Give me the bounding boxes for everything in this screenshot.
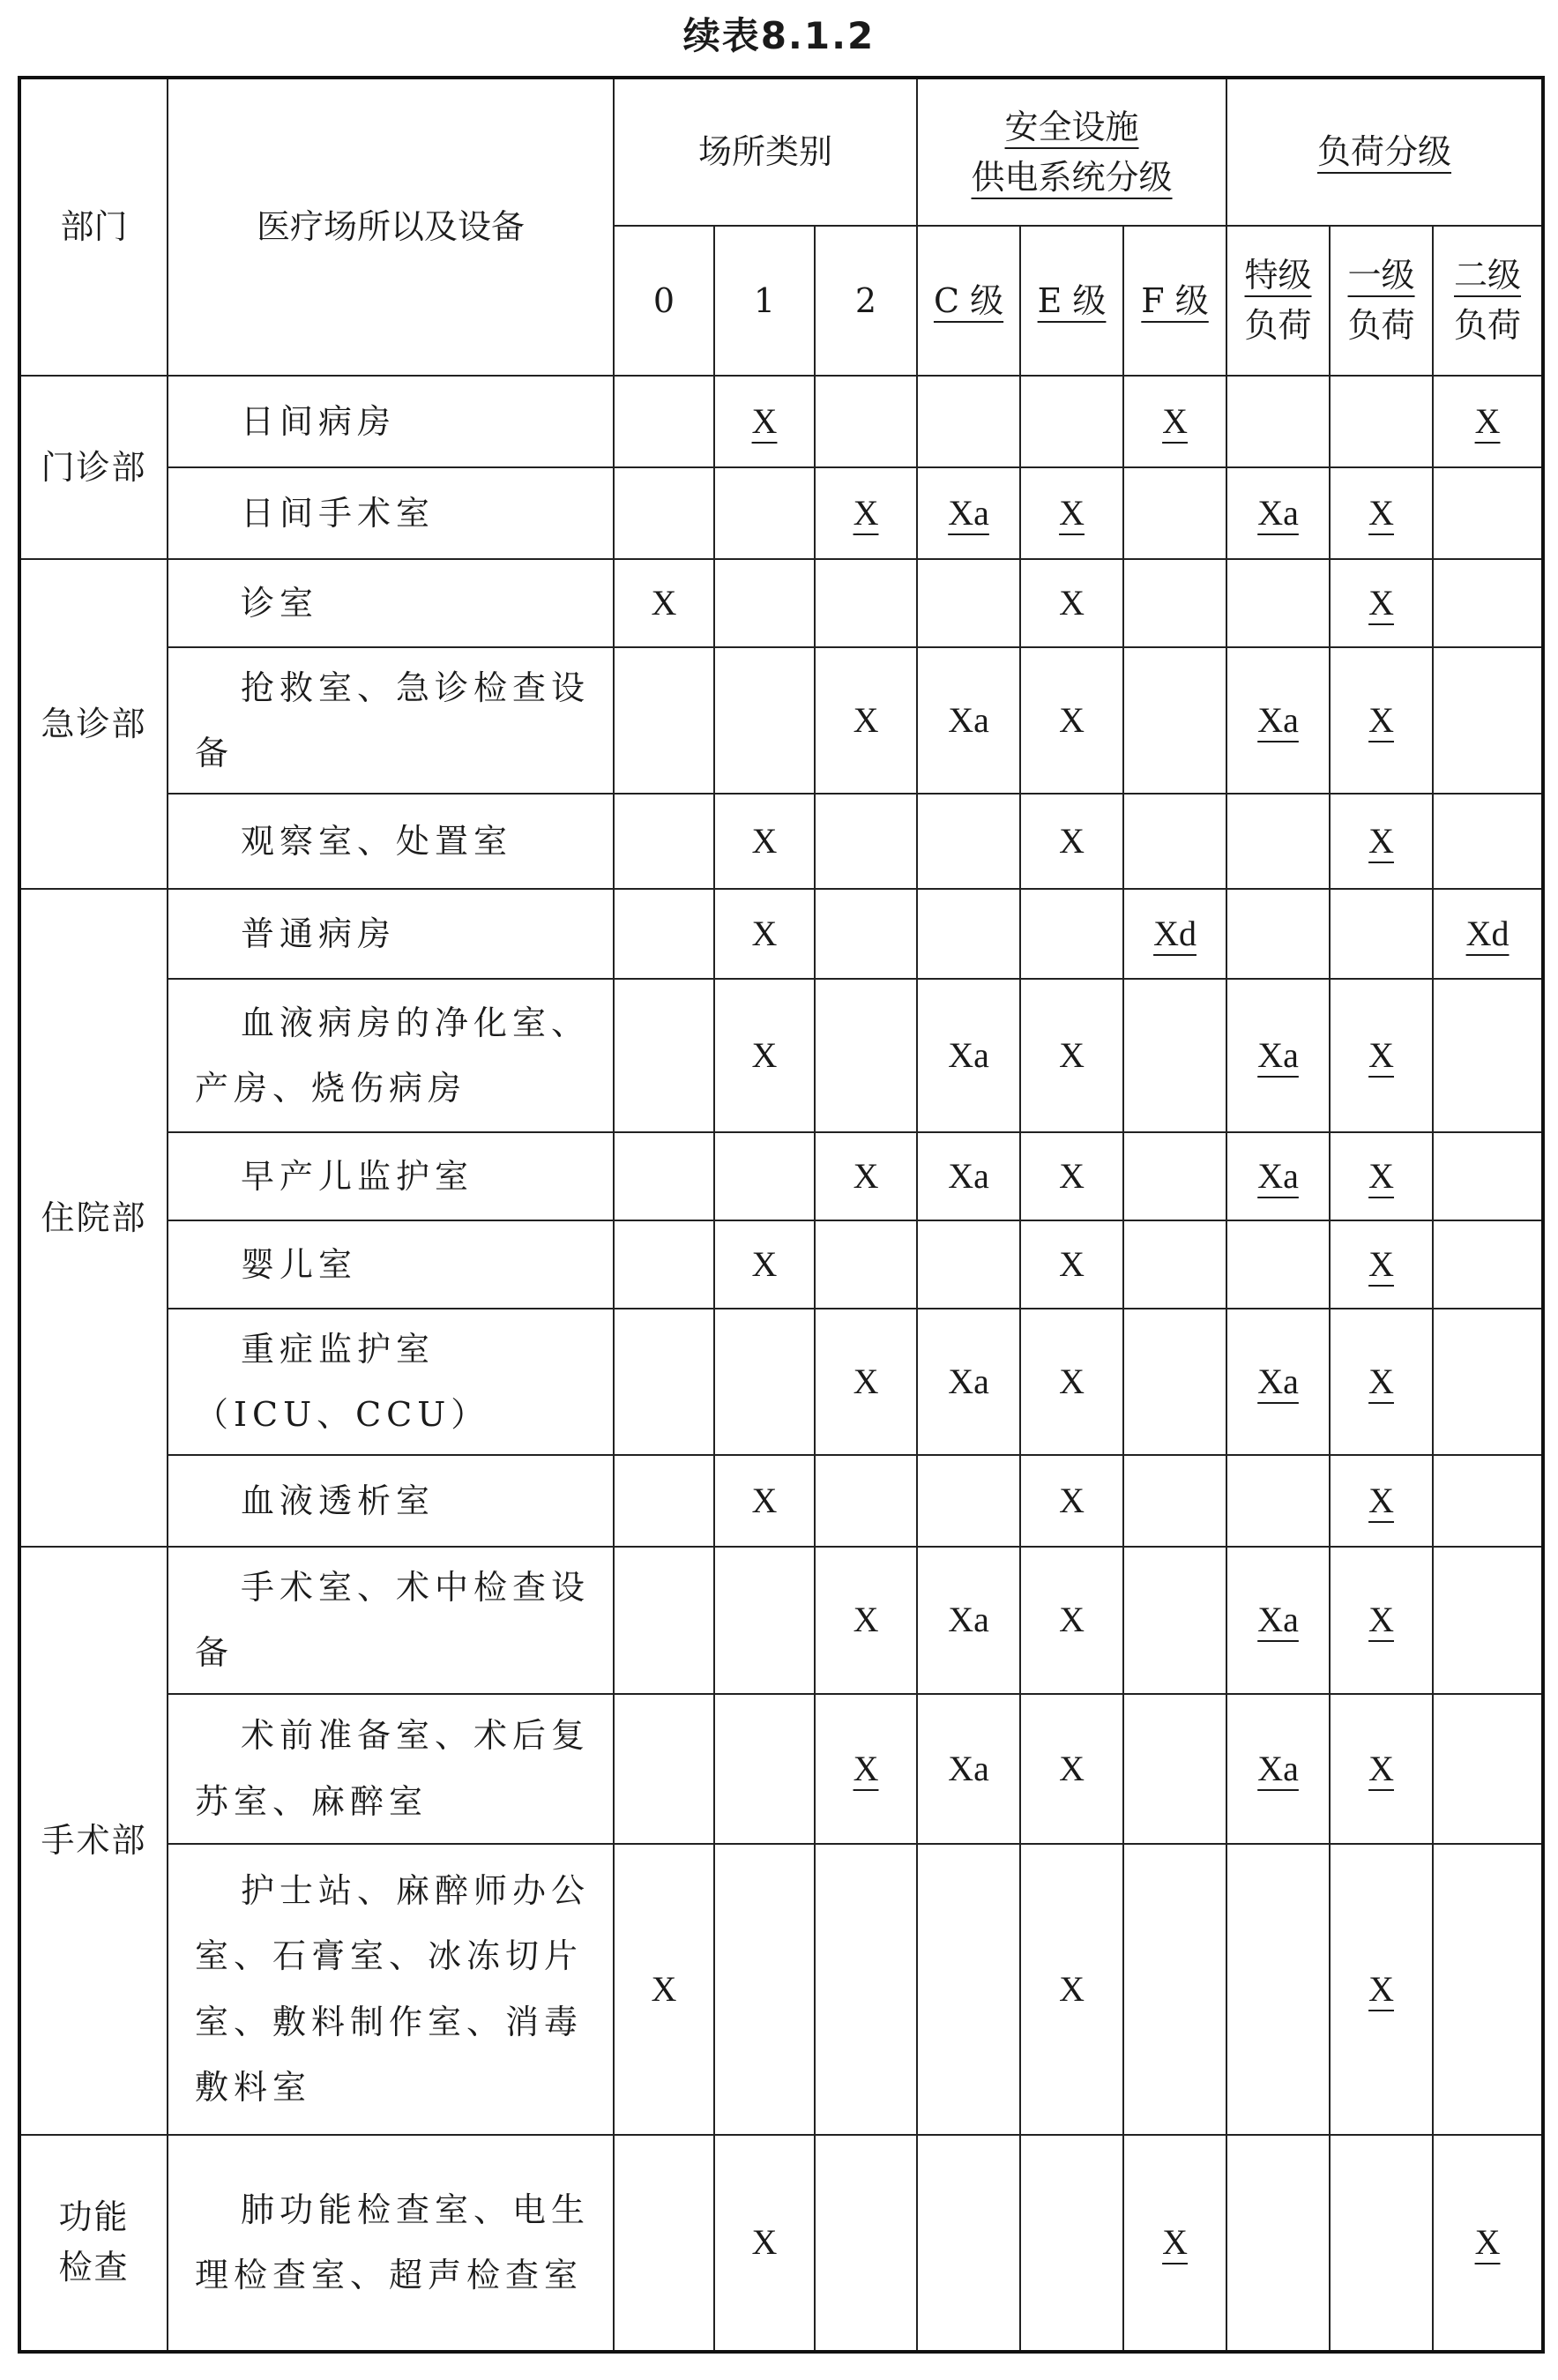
- mark-cell: [1123, 2135, 1226, 2352]
- header-dept: 部门: [19, 78, 168, 376]
- mark-cell: [917, 467, 1020, 559]
- mark-cell: [1020, 2135, 1123, 2352]
- mark-value: X: [751, 1244, 778, 1285]
- header-col-label: 二级: [1454, 256, 1522, 295]
- department-cell: 手术部: [19, 1547, 168, 2134]
- mark-value: Xa: [948, 1362, 989, 1402]
- mark-cell: [1020, 647, 1123, 794]
- mark-value: X: [1059, 1600, 1085, 1640]
- table-row: [19, 1132, 1543, 1220]
- mark-value: X: [1059, 1244, 1085, 1285]
- table-row: [19, 467, 1543, 559]
- place-name: 早产儿监护室: [241, 1157, 474, 1197]
- header-group-load-label: 负荷分级: [1317, 132, 1452, 172]
- header-col-label: 1: [753, 280, 776, 320]
- mark-cell: [1226, 559, 1330, 647]
- mark-value: X: [1059, 583, 1085, 623]
- mark-cell: [917, 647, 1020, 794]
- header-col-label: C 级: [933, 280, 1004, 320]
- mark-cell: [1330, 2135, 1433, 2352]
- mark-cell: [1330, 1309, 1433, 1455]
- mark-value: X: [1368, 1362, 1394, 1402]
- mark-cell: [1433, 467, 1543, 559]
- mark-cell: [1433, 979, 1543, 1132]
- mark-value: X: [1368, 1035, 1394, 1076]
- mark-cell: [1020, 794, 1123, 889]
- mark-value: X: [1059, 1035, 1085, 1076]
- mark-cell: [1123, 979, 1226, 1132]
- table-body: [19, 376, 1543, 2352]
- table-row: [19, 1694, 1543, 1844]
- mark-cell: [815, 2135, 917, 2352]
- header-col-5: [1123, 226, 1226, 376]
- mark-value: X: [1059, 821, 1085, 862]
- department-cell: 住院部: [19, 889, 168, 1547]
- mark-value: X: [853, 700, 879, 741]
- mark-value: X: [1368, 1748, 1394, 1788]
- mark-cell: [917, 1694, 1020, 1844]
- place-name: 婴儿室: [241, 1245, 358, 1285]
- mark-cell: [714, 1132, 815, 1220]
- header-col-label: 2: [854, 280, 877, 320]
- mark-cell: [714, 1220, 815, 1309]
- mark-cell: [1330, 376, 1433, 467]
- place-cell: [168, 376, 614, 467]
- mark-value: X: [1162, 2222, 1188, 2263]
- mark-cell: [815, 376, 917, 467]
- mark-cell: [1330, 559, 1433, 647]
- table-row: [19, 559, 1543, 647]
- place-name: 重症监护室（ICU、CCU）: [195, 1330, 490, 1435]
- table-row: [19, 1309, 1543, 1455]
- header-group-category: 场所类别: [614, 78, 917, 226]
- mark-cell: [1330, 979, 1433, 1132]
- mark-cell: [614, 1132, 714, 1220]
- mark-cell: [1433, 647, 1543, 794]
- mark-cell: [1433, 559, 1543, 647]
- mark-value: Xa: [948, 1035, 989, 1076]
- mark-value: X: [1368, 1244, 1394, 1285]
- mark-cell: [815, 1694, 917, 1844]
- mark-cell: [1123, 1694, 1226, 1844]
- table-row: [19, 1220, 1543, 1309]
- mark-value: X: [1368, 583, 1394, 623]
- table-row: [19, 979, 1543, 1132]
- mark-value: X: [1059, 1481, 1085, 1521]
- mark-cell: [614, 1309, 714, 1455]
- mark-value: Xa: [948, 1748, 989, 1788]
- place-cell: [168, 1220, 614, 1309]
- header-place: 医疗场所以及设备: [168, 78, 614, 376]
- mark-cell: [1226, 647, 1330, 794]
- mark-cell: [1020, 559, 1123, 647]
- mark-cell: [1226, 1132, 1330, 1220]
- mark-value: X: [1059, 1968, 1085, 2009]
- header-col-0: [614, 226, 714, 376]
- mark-cell: [1433, 1844, 1543, 2135]
- mark-cell: [1330, 1220, 1433, 1309]
- mark-value: X: [1059, 1156, 1085, 1197]
- mark-cell: [1433, 1220, 1543, 1309]
- mark-value: Xa: [1257, 1748, 1299, 1788]
- mark-value: X: [751, 821, 778, 862]
- place-name: 肺功能检查室、电生理检查室、超声检查室: [195, 2190, 591, 2295]
- mark-value: Xd: [1153, 914, 1196, 954]
- mark-cell: [1123, 1455, 1226, 1547]
- mark-cell: [1020, 1694, 1123, 1844]
- mark-value: X: [1368, 1156, 1394, 1197]
- place-cell: [168, 1455, 614, 1547]
- mark-cell: [614, 559, 714, 647]
- mark-cell: [1330, 889, 1433, 979]
- mark-cell: [1020, 1132, 1123, 1220]
- header-col-label: 一级: [1347, 256, 1415, 295]
- mark-cell: [815, 559, 917, 647]
- mark-cell: [714, 1547, 815, 1693]
- mark-value: X: [1368, 821, 1394, 862]
- table-row: [19, 647, 1543, 794]
- header-group-load: [1226, 78, 1543, 226]
- mark-cell: [1123, 1547, 1226, 1693]
- mark-cell: [1123, 1220, 1226, 1309]
- table-row: [19, 794, 1543, 889]
- mark-cell: [1123, 376, 1226, 467]
- mark-value: Xa: [1257, 700, 1299, 741]
- place-cell: [168, 889, 614, 979]
- mark-cell: [1020, 1455, 1123, 1547]
- mark-cell: [614, 1694, 714, 1844]
- mark-cell: [714, 2135, 815, 2352]
- header-col-7: [1330, 226, 1433, 376]
- mark-cell: [1433, 1309, 1543, 1455]
- mark-cell: [614, 1455, 714, 1547]
- mark-cell: [917, 1309, 1020, 1455]
- mark-value: X: [1059, 1748, 1085, 1788]
- mark-value: X: [1474, 2222, 1501, 2263]
- mark-value: X: [751, 1035, 778, 1076]
- mark-cell: [1330, 1694, 1433, 1844]
- mark-cell: [1433, 1694, 1543, 1844]
- mark-cell: [1226, 1844, 1330, 2135]
- department-cell: 功能检查: [19, 2135, 168, 2352]
- place-name: 诊室: [241, 583, 319, 623]
- mark-cell: [917, 1132, 1020, 1220]
- mark-cell: [815, 794, 917, 889]
- header-group-safety-line1: 安全设施: [1004, 107, 1139, 146]
- mark-value: Xd: [1465, 914, 1510, 954]
- mark-cell: [714, 647, 815, 794]
- mark-cell: [714, 889, 815, 979]
- mark-cell: [815, 889, 917, 979]
- mark-cell: [1123, 647, 1226, 794]
- mark-cell: [815, 979, 917, 1132]
- mark-cell: [614, 794, 714, 889]
- header-col-2: [815, 226, 917, 376]
- place-name: 血液透析室: [241, 1481, 436, 1521]
- mark-value: X: [1059, 1362, 1085, 1402]
- place-cell: [168, 794, 614, 889]
- mark-cell: [614, 376, 714, 467]
- mark-cell: [714, 376, 815, 467]
- place-name: 普通病房: [241, 914, 397, 954]
- mark-value: X: [1368, 1481, 1394, 1521]
- mark-cell: [614, 1220, 714, 1309]
- mark-value: X: [853, 493, 879, 533]
- mark-value: Xa: [1257, 493, 1299, 533]
- mark-cell: [614, 467, 714, 559]
- mark-cell: [917, 1547, 1020, 1693]
- header-col-sublabel: 负荷: [1244, 306, 1312, 345]
- mark-cell: [1123, 467, 1226, 559]
- header-col-label: E 级: [1037, 280, 1107, 320]
- mark-cell: [1123, 1844, 1226, 2135]
- mark-cell: [1226, 889, 1330, 979]
- mark-value: X: [853, 1362, 879, 1402]
- mark-value: X: [1474, 401, 1501, 441]
- table-title: 续表8.1.2: [682, 14, 876, 57]
- header-col-8: [1433, 226, 1543, 376]
- mark-cell: [1123, 794, 1226, 889]
- mark-value: X: [751, 1481, 778, 1521]
- mark-value: X: [751, 914, 778, 954]
- place-name: 日间病房: [241, 401, 397, 441]
- mark-cell: [714, 979, 815, 1132]
- mark-cell: [1020, 467, 1123, 559]
- place-cell: [168, 1844, 614, 2135]
- mark-cell: [714, 467, 815, 559]
- header-col-sublabel: 负荷: [1454, 306, 1522, 345]
- mark-cell: [815, 467, 917, 559]
- mark-cell: [714, 1844, 815, 2135]
- mark-cell: [1226, 1694, 1330, 1844]
- mark-cell: [917, 1455, 1020, 1547]
- mark-cell: [1226, 979, 1330, 1132]
- mark-value: X: [1162, 401, 1188, 441]
- place-name: 血液病房的净化室、产房、烧伤病房: [195, 1003, 591, 1108]
- table-row: [19, 889, 1543, 979]
- place-name: 抢救室、急诊检查设备: [195, 668, 591, 773]
- mark-cell: [1226, 1455, 1330, 1547]
- mark-cell: [714, 794, 815, 889]
- mark-cell: [614, 979, 714, 1132]
- mark-cell: [1330, 794, 1433, 889]
- mark-cell: [614, 889, 714, 979]
- place-cell: [168, 647, 614, 794]
- mark-cell: [917, 2135, 1020, 2352]
- mark-value: X: [751, 2222, 778, 2263]
- mark-cell: [714, 1309, 815, 1455]
- place-name: 日间手术室: [241, 493, 436, 533]
- mark-cell: [815, 1455, 917, 1547]
- mark-cell: [1330, 467, 1433, 559]
- mark-cell: [1330, 1132, 1433, 1220]
- department-cell: 急诊部: [19, 559, 168, 889]
- mark-cell: [917, 889, 1020, 979]
- mark-cell: [917, 979, 1020, 1132]
- mark-cell: [614, 2135, 714, 2352]
- mark-cell: [1226, 467, 1330, 559]
- mark-cell: [714, 1694, 815, 1844]
- mark-cell: [815, 1132, 917, 1220]
- mark-cell: [1123, 889, 1226, 979]
- table-row: [19, 1547, 1543, 1693]
- mark-cell: [1020, 1309, 1123, 1455]
- mark-cell: [917, 794, 1020, 889]
- data-table: [18, 76, 1545, 2354]
- place-cell: [168, 1309, 614, 1455]
- mark-cell: [1020, 1547, 1123, 1693]
- mark-cell: [1330, 1455, 1433, 1547]
- mark-cell: [1020, 979, 1123, 1132]
- mark-cell: [815, 647, 917, 794]
- mark-value: X: [853, 1600, 879, 1640]
- mark-cell: [917, 1844, 1020, 2135]
- mark-cell: [1020, 1220, 1123, 1309]
- place-name: 手术室、术中检查设备: [195, 1568, 591, 1673]
- place-cell: [168, 2135, 614, 2352]
- mark-value: X: [1368, 700, 1394, 741]
- mark-cell: [614, 647, 714, 794]
- mark-value: Xa: [948, 493, 989, 533]
- place-cell: [168, 979, 614, 1132]
- mark-cell: [1433, 1455, 1543, 1547]
- mark-cell: [1433, 1132, 1543, 1220]
- place-cell: [168, 559, 614, 647]
- header-col-3: [917, 226, 1020, 376]
- header-group-safety: [917, 78, 1226, 226]
- mark-cell: [1433, 794, 1543, 889]
- mark-cell: [1020, 1844, 1123, 2135]
- mark-cell: [1123, 1132, 1226, 1220]
- mark-cell: [1330, 647, 1433, 794]
- header-col-label: 特级: [1244, 256, 1312, 295]
- mark-value: Xa: [1257, 1362, 1299, 1402]
- header-col-sublabel: 负荷: [1347, 306, 1415, 345]
- mark-cell: [917, 1220, 1020, 1309]
- mark-cell: [1226, 376, 1330, 467]
- mark-cell: [1330, 1547, 1433, 1693]
- mark-cell: [714, 559, 815, 647]
- mark-cell: [714, 1455, 815, 1547]
- mark-cell: [1226, 1547, 1330, 1693]
- mark-cell: [1123, 559, 1226, 647]
- mark-cell: [1433, 2135, 1543, 2352]
- mark-value: Xa: [948, 1156, 989, 1197]
- place-name: 护士站、麻醉师办公室、石膏室、冰冻切片室、敷料制作室、消毒敷料室: [195, 1871, 591, 2107]
- place-cell: [168, 1694, 614, 1844]
- table-header: [19, 78, 1543, 376]
- mark-cell: [917, 559, 1020, 647]
- mark-value: X: [1059, 493, 1085, 533]
- mark-cell: [1226, 1309, 1330, 1455]
- mark-cell: [1433, 376, 1543, 467]
- mark-cell: [1123, 1309, 1226, 1455]
- mark-value: X: [1368, 493, 1394, 533]
- table-row: [19, 2135, 1543, 2352]
- header-col-1: [714, 226, 815, 376]
- mark-cell: [1020, 376, 1123, 467]
- mark-cell: [1020, 889, 1123, 979]
- mark-cell: [815, 1844, 917, 2135]
- header-col-label: F 级: [1141, 280, 1209, 320]
- mark-value: Xa: [1257, 1035, 1299, 1076]
- table-row: [19, 376, 1543, 467]
- mark-cell: [1226, 2135, 1330, 2352]
- place-cell: [168, 1547, 614, 1693]
- mark-cell: [1433, 889, 1543, 979]
- mark-cell: [917, 376, 1020, 467]
- mark-value: X: [853, 1156, 879, 1197]
- mark-value: X: [1368, 1600, 1394, 1640]
- mark-value: X: [1368, 1968, 1394, 2009]
- mark-value: Xa: [1257, 1156, 1299, 1197]
- mark-cell: [1433, 1547, 1543, 1693]
- mark-cell: [815, 1220, 917, 1309]
- mark-cell: [1226, 1220, 1330, 1309]
- place-cell: [168, 1132, 614, 1220]
- mark-value: X: [651, 1968, 677, 2009]
- mark-cell: [1330, 1844, 1433, 2135]
- header-group-safety-line2: 供电系统分级: [971, 157, 1173, 197]
- mark-value: Xa: [1257, 1600, 1299, 1640]
- mark-cell: [815, 1547, 917, 1693]
- place-name: 术前准备室、术后复苏室、麻醉室: [195, 1716, 591, 1821]
- header-col-4: [1020, 226, 1123, 376]
- mark-value: Xa: [948, 700, 989, 741]
- mark-cell: [1226, 794, 1330, 889]
- header-col-6: [1226, 226, 1330, 376]
- table-row: [19, 1455, 1543, 1547]
- mark-cell: [815, 1309, 917, 1455]
- mark-cell: [614, 1844, 714, 2135]
- mark-value: X: [751, 401, 778, 441]
- mark-value: X: [853, 1748, 879, 1788]
- mark-value: X: [1059, 700, 1085, 741]
- mark-value: X: [651, 583, 677, 623]
- mark-cell: [614, 1547, 714, 1693]
- place-name: 观察室、处置室: [241, 822, 513, 862]
- mark-value: Xa: [948, 1600, 989, 1640]
- table-row: [19, 1844, 1543, 2135]
- header-col-label: 0: [652, 280, 675, 320]
- place-cell: [168, 467, 614, 559]
- department-cell: 门诊部: [19, 376, 168, 559]
